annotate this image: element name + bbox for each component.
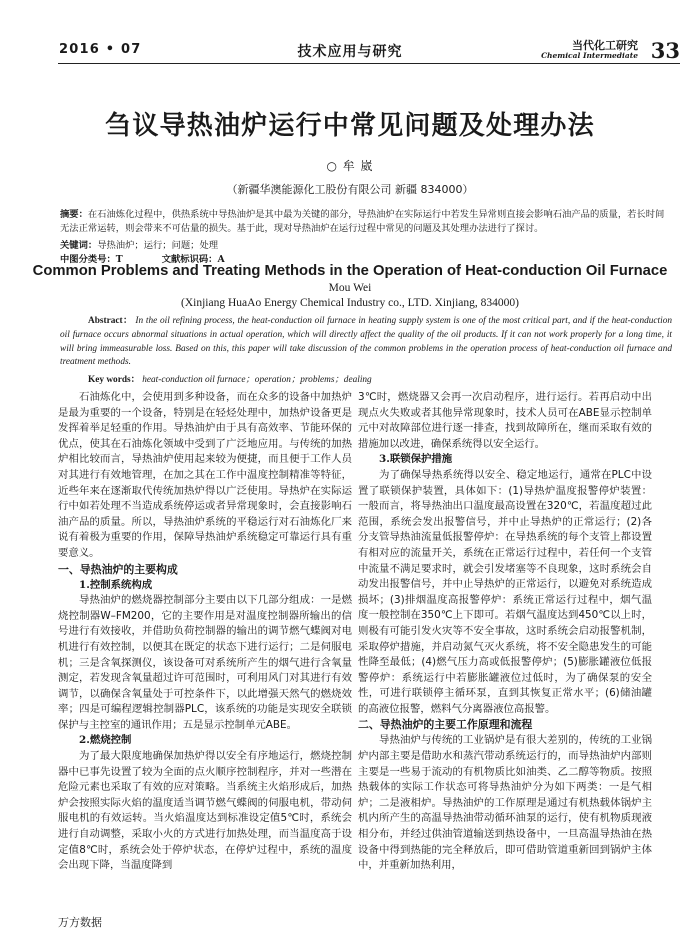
abstract-en-text: In the oil refining process, the heat-conduction oil furnace in heating supply system is one of the most critical part, and if the heat-conduction oil furnace occurs abnormal situations in actual operation, which will directly affect the quality of the oil products. If it can not work properly for a long time, it will bring immeasurable loss. Based on this, this paper will take discussion of the common problems in the operation process of heat-conduction oil furnace and treatment methods. <box>60 316 672 368</box>
subsection-3-text: 为了确保导热系统得以安全、稳定地运行，通常在PLC中设置了联锁保护装置，具体如下：(1)导热炉温度报警停炉装置：一般而言，将导热油出口温度最高设置在320℃，若温度超过此范围，系统会发出报警信号，并中止导热炉的正常运行；(2)各分支管导热油流量低报警停炉：在导热系统的每个支管上都设置有相对应的流量开关，系统在正常运行过程中，若任何一个支管中流量不满足要求时，就会引发堵塞等不良现象，这时系统会自动发出报警信号，并中止导热炉的正常运行，以避免对系统造成损坏；(3)排烟温度高报警停炉：系统正常运行过程中，烟气温度一般控制在350℃上下即可。若烟气温度达到450℃以上时，则极有可能引发火灾等不安全事故，这时系统会启动报警机制，采取停炉措施，并启动氮气灭火系统，将不安全隐患发生的可能性降至最低；(4)燃气压力高或低报警停炉；(5)膨胀罐液位低报警停炉：系统运行中若膨胀罐液位过低时，为了确保泵的安全性，可进行联锁停主循环泵，直到其恢复正常水平；(6)储油罐的高液位报警，燃料气分离器液位高报警。 <box>358 468 652 715</box>
journal-name-zh: 当代化工研究 <box>572 39 638 52</box>
keywords-zh-label: 关键词： <box>60 240 98 251</box>
doc-label: 文献标识码： <box>161 254 218 265</box>
footer-source: 万方数据 <box>58 916 102 929</box>
issue-date: 2016 • 07 <box>59 42 142 57</box>
subsection-1-text: 导热油炉的燃烧器控制部分主要由以下几部分组成：一是燃烧控制器W–FM200，它的主要作用是对温度控制器所输出的信号进行有效接收，并借助负荷控制器的输出的调节燃气蝶阀对电机进行有效控制，以便其在既定的状态下进行运行；二是伺服电机；三是含氧探测仪，该设备可对系统所产生的烟气进行含氧量测定，若发现含氧量超过许可范围时，可利用风门对其进行有效调节，以确保含氧量处于可控条件下，以此增强天然气的燃烧效率；四是可编程逻辑控制器PLC，该系统的功能是实现安全联锁保护与主控室的通讯作用；五是显示控制单元ABE。 <box>58 594 352 731</box>
continued-paragraph: 3℃时，燃烧器又会再一次启动程序，进行运行。若再启动中出现点火失败或者其他异常现象时，技术人员可在ABE显示控制单元中对故障部位进行逐一排查，找到故障所在，继而采取有效的措施加以改进，确保系统得以安全运行。 <box>358 391 652 450</box>
abstract-zh <box>60 208 672 236</box>
affiliation-en: (Xinjiang HuaAo Energy Chemical Industry co., LTD. Xinjiang, 834000) <box>181 297 519 309</box>
journal-name-en: Chemical Intermediate <box>541 50 638 60</box>
abstract-zh-label: 摘要： <box>60 209 88 220</box>
doc-value: A <box>217 254 225 265</box>
subsection-1-heading: 1.控制系统构成 <box>79 578 153 591</box>
keywords-en <box>88 371 372 385</box>
body-column-right <box>358 390 652 874</box>
header-divider <box>58 63 680 64</box>
section-2-heading: 二、导热油炉的主要工作原理和流程 <box>358 718 533 732</box>
abstract-zh-text: 在石油炼化过程中，供热系统中导热油炉是其中最为关键的部分，导热油炉在实际运行中若发生异常则直接会影响石油产品的质量，若长时间无法正常运转，则会带来不可估量的损失。基于此，现对导热油炉在运行过程中常见的问题及其处理办法进行了探讨。 <box>60 209 665 235</box>
subsection-2-text: 为了最大限度地确保加热炉得以安全有序地运行，燃烧控制器中已事先设置了较为全面的点火顺序控制程序，并对一些潜在危险元素也采取了有效的应对策略。当系统主火焰形成后，加热炉会按照实际火焰的温度适当调节燃气蝶阀的伺服电机，带动伺服电机的有效运转。当火焰温度达到标准设定值5℃时，系统会进行自动调整，采取小火的方式进行加热处理，而当温度高于设定值8℃时，系统会处于停炉状态，在停炉过程中，系统的温度会出现下降，当温度降到 <box>58 750 352 872</box>
section-title: 技术应用与研究 <box>297 44 403 60</box>
journal-name <box>541 40 638 59</box>
article-title-zh: 刍议导热油炉运行中常见问题及处理办法 <box>105 111 595 141</box>
abstract-en-label: Abstract： <box>88 316 133 326</box>
section-1-heading: 一、导热油炉的主要构成 <box>58 562 178 576</box>
page-number: 33 <box>650 38 680 63</box>
keywords-zh <box>60 237 218 251</box>
clc-value: T <box>115 254 123 265</box>
section-2-text: 导热油炉与传统的工业锅炉是有很大差别的，传统的工业锅炉内部主要是借助水和蒸汽带动系统运行的，而导热油炉内部则主要是一些易于流动的有机物质比如油类、乙二醇等物质。按照热载体的实际工作状态可将导热油炉分为如下两类：一是气相炉；二是液相炉。导热油炉的工作原理是通过有机热载体锅炉主机内所产生的高温导热油带动循环油泵的运行，使有机物质现液相分布，并经过供油管道输送到热设备中，一旦高温导热油在热设备中得到热能的完全释放后，即可借助管道重新回到锅炉主体中，并重新加热利用， <box>358 734 652 872</box>
clc-label: 中图分类号： <box>60 254 116 265</box>
subsection-2-heading: 2.燃烧控制 <box>79 734 132 747</box>
author-zh: ○ 牟 崴 <box>326 159 374 173</box>
subsection-3-heading: 3.联锁保护措施 <box>379 453 453 466</box>
abstract-en <box>60 315 672 370</box>
keywords-en-text: heat-conduction oil furnace；operation；problems；dealing <box>139 375 372 385</box>
author-en: Mou Wei <box>328 282 372 294</box>
keywords-zh-text: 导热油炉；运行；问题；处理 <box>97 240 219 251</box>
article-title-en: Common Problems and Treating Methods in the Operation of Heat-conduction Oil Furnace <box>32 263 668 279</box>
body-column-left <box>58 390 352 874</box>
intro-paragraph: 石油炼化中，会使用到多种设备，而在众多的设备中加热炉是最为重要的一个设备，特别是在轻烃处理中，加热炉设备更是发挥着举足轻重的作用。导热油炉由于具有高效率、节能环保的优点，使其在石油炼化领域中受到了广泛地应用。与传统的加热炉相比较而言，导热油炉使用起来较为便捷，而且便于工作人员对其进行有效地管理，在加之其在工作中温度控制精准等特征，近些年来在逐渐取代传统加热炉得以广泛使用。导热炉在实际运行中如若处理不当造成系统停运或者异常现象时，会直接影响石油产品的质量。所以，导热油炉系统的平稳运行对石油炼化厂来说有着极为重要的作用，保障导热油炉系统稳定可靠运行具有重要意义。 <box>58 391 352 559</box>
affiliation-zh: （新疆华澳能源化工股份有限公司 新疆 834000） <box>226 183 474 196</box>
keywords-en-label: Key words： <box>88 375 140 385</box>
